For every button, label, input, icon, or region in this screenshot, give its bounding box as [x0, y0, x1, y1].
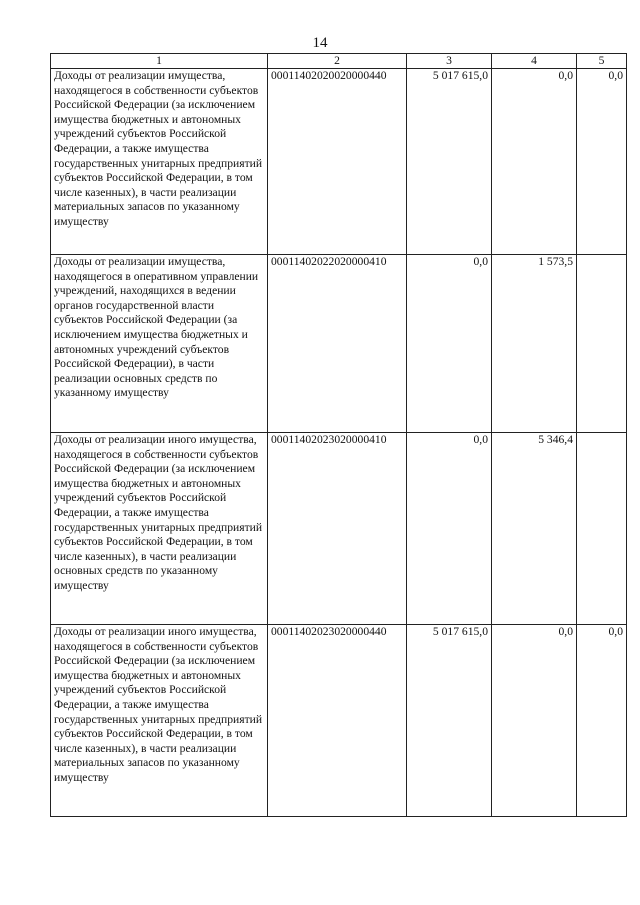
table-body — [51, 69, 627, 817]
table-row — [51, 69, 627, 255]
row-col3-value: 5 017 615,0 — [407, 69, 492, 255]
row-code: 00011402023020000410 — [268, 433, 407, 625]
row-description: Доходы от реализации иного имущества, находящегося в собственности субъектов Российской Федерации (за исключением имущества бюджетных и автономных учреждений субъектов Российской Федерации, а также имущества государственных унитарных предприятий субъектов Российской Федерации, в том числе казенных), в части реализации основных средств по указанному имуществу — [51, 433, 268, 625]
row-col5-value — [577, 433, 627, 625]
row-col5-value: 0,0 — [577, 625, 627, 817]
row-col3-value: 0,0 — [407, 255, 492, 433]
page-number: 14 — [312, 35, 328, 51]
row-col4-value: 1 573,5 — [492, 255, 577, 433]
header-row — [51, 54, 627, 69]
row-code: 00011402020020000440 — [268, 69, 407, 255]
row-description: Доходы от реализации имущества, находящегося в собственности субъектов Российской Федерации (за исключением имущества бюджетных и автономных учреждений субъектов Российской Федерации, а также имущества государственных унитарных предприятий субъектов Российской Федерации, в том числе казенных), в части реализации материальных запасов по указанному имуществу — [51, 69, 268, 255]
table-header — [51, 54, 627, 69]
row-col3-value: 5 017 615,0 — [407, 625, 492, 817]
column-header-5: 5 — [577, 54, 627, 69]
column-header-1: 1 — [51, 54, 268, 69]
row-code: 00011402022020000410 — [268, 255, 407, 433]
table-row — [51, 433, 627, 625]
row-col4-value: 5 346,4 — [492, 433, 577, 625]
row-col3-value: 0,0 — [407, 433, 492, 625]
row-description: Доходы от реализации иного имущества, находящегося в собственности субъектов Российской Федерации (за исключением имущества бюджетных и автономных учреждений субъектов Российской Федерации, а также имущества государственных унитарных предприятий субъектов Российской Федерации, в том числе казенных), в части реализации материальных запасов по указанному имуществу — [51, 625, 268, 817]
column-header-4: 4 — [492, 54, 577, 69]
row-description: Доходы от реализации имущества, находящегося в оперативном управлении учреждений, находящихся в ведении органов государственной власти субъектов Российской Федерации (за исключением имущества бюджетных и автономных учреждений субъектов Российской Федерации), в части реализации основных средств по указанному имуществу — [51, 255, 268, 433]
row-col4-value: 0,0 — [492, 69, 577, 255]
row-col5-value: 0,0 — [577, 69, 627, 255]
revenue-table — [50, 53, 627, 817]
column-header-2: 2 — [268, 54, 407, 69]
row-col4-value: 0,0 — [492, 625, 577, 817]
table-row — [51, 625, 627, 817]
row-col5-value — [577, 255, 627, 433]
row-code: 00011402023020000440 — [268, 625, 407, 817]
column-header-3: 3 — [407, 54, 492, 69]
table-row — [51, 255, 627, 433]
